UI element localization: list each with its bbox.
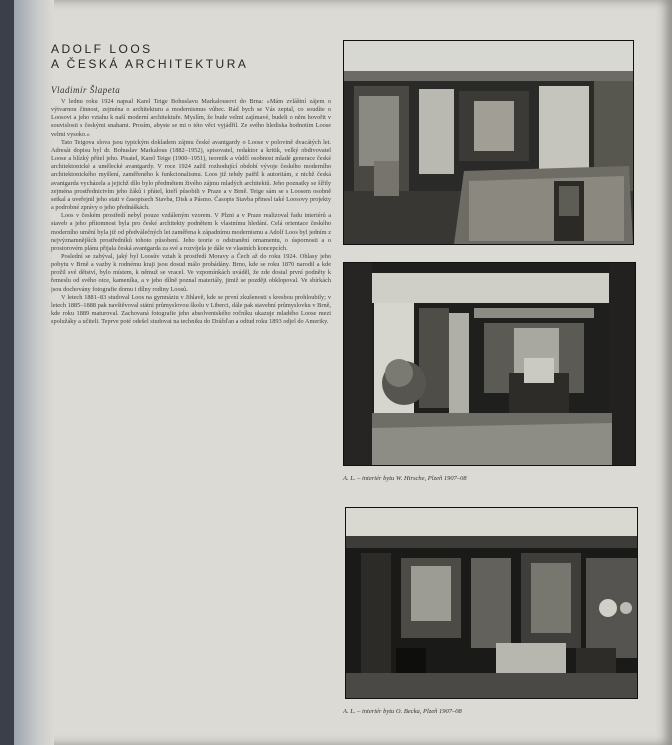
paragraph: Poslední se zabýval, jaký byl Loosův vztah k prostředí Moravy a Čech až do roku 1924. Ohlasy jeho pobytu v Brně a vazby k rodnému kraji jsou dosud málo probádány. Brno, kde se roku 1870 narodil a kde prožil své dětství, bylo místem, k němuž se vracel. Ve vzpomínkách uváděl, že zde dostal první podněty k řemeslu od svého otce, kameníka, a v jeho dílně poznal materiály, jimiž se později obklopoval. Ve sbírkách jsou dochovány fotografie domu i dílny rodiny Loosů. — [51, 252, 331, 293]
photo-caption-2: A. L. – interiér bytu W. Hirsche, Plzeň 1907–08 — [343, 475, 467, 482]
article-author: Vladimír Šlapeta — [51, 85, 121, 95]
magazine-page — [14, 0, 672, 745]
page-curl-shadow — [14, 0, 54, 745]
paragraph: Loos v českém prostředí nebyl pouze vzdáleným vzorem. V Plzni a v Praze realizoval řadu interiérů a staveb a jeho přítomnost byla pro české architekty podnětem k vlastnímu hledání. Celá orientace českého moderního umění byla již od předválečných let zaměřena k západnímu modernismu a Adolf Loos byl jedním z nejvýznamnějších prostředníků tohoto působení. Jeho teorie o odstranění ornamentu, o úspornosti a o prostorovém plánu přijala česká avantgarda za své a rozvíjela je dále ve vlastních koncepcích. — [51, 212, 331, 252]
interior-photo-3 — [345, 507, 638, 699]
photo-caption-3: A. L. – interiér bytu O. Becka, Plzeň 1907–08 — [343, 708, 462, 715]
article-title — [51, 42, 311, 72]
interior-photo-2 — [343, 262, 636, 466]
article-body — [51, 98, 331, 738]
title-line-2: A ČESKÁ ARCHITEKTURA — [51, 57, 249, 71]
paragraph: V letech 1881–83 studoval Loos na gymnáziu v Jihlavě, kde se první zkušenosti s kresbou prohloubily; v letech 1885–1888 pak navštěvoval státní průmyslovou školu v Liberci, dále pak stavební průmyslovku v Brně, kde roku 1889 maturoval. Zachovaná fotografie jeho absolventského ročníku ukazuje mladého Loose mezi spolužáky a učiteli. Teprve poté odešel studovat na techniku do Drážďan a odtud roku 1893 odjel do Ameriky. — [51, 293, 331, 326]
paragraph: V lednu roku 1924 napsal Karel Teige Bohuslavu Markalousovi do Brna: »Mám zvláštní zájem o výtvarnou činnost, zejména o architekturu a modernismus vůbec. Rád bych se Vás zeptal, co soudíte o Loosovi a jeho vztahu k naší moderní architektuře. Myslím, že bude velmi zajímavé, budeli o něm hovořit v souvislosti s českými snahami. Prosím, abyste se mi o této věci vyjádřil. Ze svého hlediska hodnotím Loose velmi vysoko.« — [51, 98, 331, 138]
title-line-1: ADOLF LOOS — [51, 42, 153, 56]
paragraph: Tato Teigova slova jsou typickým dokladem zájmu české avantgardy o Loose v polovině dvacátých let. Adresát dopisu byl dr. Bohuslav Markalous (1882–1952), spisovatel, redaktor a kritik, velký obdivovatel Loose a blízký přítel jeho. Pisatel, Karel Teige (1900–1951), teoretik a vůdčí osobnost mladé generace české architektonické a umělecké avantgardy. V roce 1924 zažil rozhodující období vývoje českého moderního architektonického myšlení, zaměřeného k funkcionalismu. Loos již tehdy patřil k autoritám, z nichž česká avantgarda vycházela a jejichž dílo bylo předmětem živého zájmu mladých architektů. Jeho poznatky se šířily zejména prostřednictvím jeho žáků i přátel, kteří působili v Praze a v Brně. Teige sám se s Loosem osobně setkal a uveřejnil jeho stati v časopisech Stavba, Disk a Pásmo. Časopis Stavba přinesl také Loosovy projekty a podrobné zprávy o jeho přednáškách. — [51, 138, 331, 212]
interior-photo-1 — [343, 40, 634, 245]
